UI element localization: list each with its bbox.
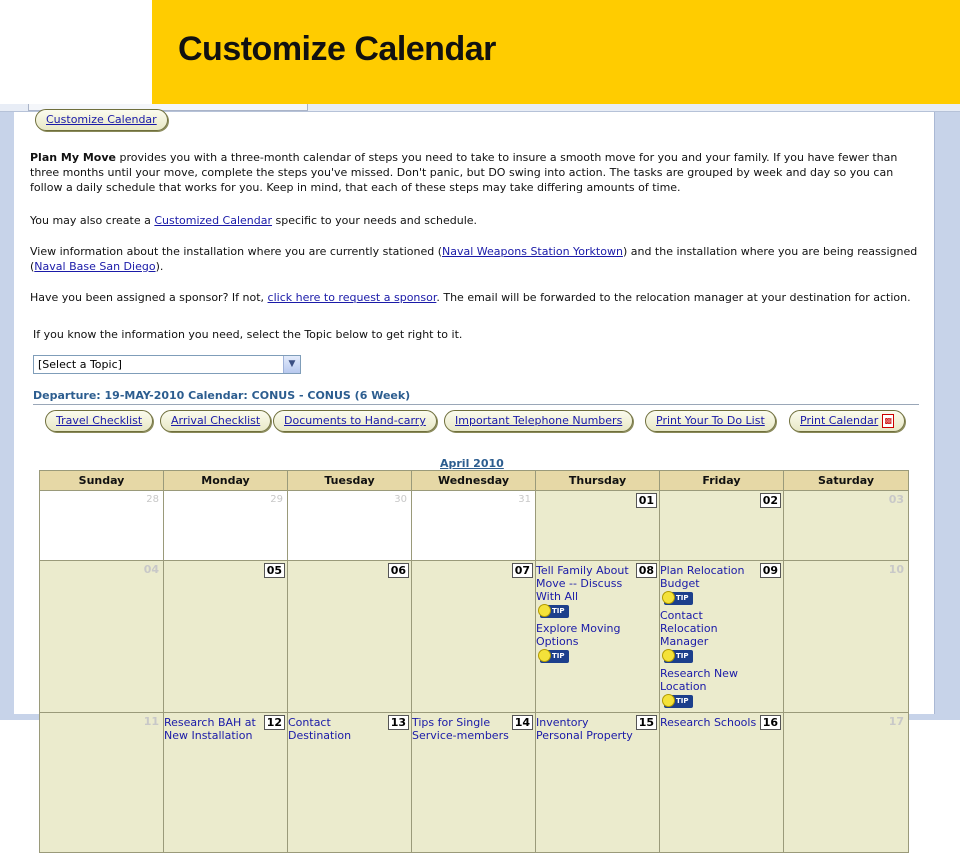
day-number: 03 [888,493,904,506]
day-task-list [288,713,388,742]
task-link[interactable]: Contact Relocation Manager [660,609,718,648]
page-content [18,112,932,742]
calendar-week-row [40,561,909,713]
tip-lightbulb-icon[interactable]: TIP [664,650,693,663]
calendar-day-cell [164,491,288,561]
topic-select[interactable] [33,355,301,374]
calendar-day-cell [784,713,909,853]
tip-lightbulb-icon[interactable]: TIP [540,605,569,618]
calendar-day-cell [784,491,909,561]
day-task-list [536,713,636,742]
calendar-day-cell [40,491,164,561]
request-sponsor-link[interactable]: click here to request a sponsor [267,291,437,304]
installation-text-before: View information about the installation where you are currently stationed ( [30,245,443,258]
day-number: 05 [264,563,285,578]
task-link[interactable]: Explore Moving Options [536,622,621,648]
calendar-day-cell [536,491,660,561]
weekday-header: Sunday [40,471,164,491]
print-calendar-button[interactable] [789,410,905,432]
calendar-day-cell [536,713,660,853]
calendar-week-row [40,491,909,561]
print-calendar-label: Print Calendar [800,414,879,427]
day-task-list [660,561,760,712]
day-number: 10 [888,563,904,576]
departure-divider [33,404,919,405]
day-number: 28 [146,494,159,505]
weekday-header: Thursday [536,471,660,491]
task-link[interactable]: Tips for Single Service-members [412,716,509,742]
day-number: 14 [512,715,533,730]
print-todo-list-button[interactable]: Print Your To Do List [645,410,776,432]
day-task-list [412,713,512,742]
day-number: 08 [636,563,657,578]
weekday-header-row [40,471,909,491]
task-link[interactable]: Research New Location [660,667,738,693]
task-link[interactable]: Plan Relocation Budget [660,564,745,590]
documents-hand-carry-button[interactable]: Documents to Hand-carry [273,410,437,432]
weekday-header: Monday [164,471,288,491]
tip-lightbulb-icon[interactable]: TIP [540,650,569,663]
day-task-list [164,713,264,742]
slide-title: Customize Calendar [178,30,496,68]
day-number: 09 [760,563,781,578]
task-link[interactable]: Inventory Personal Property [536,716,633,742]
day-number: 13 [388,715,409,730]
calendar-day-cell [164,713,288,853]
intro-paragraph [30,150,920,195]
day-task-list [660,713,760,729]
installation-text-middle: ) and the installation where you are being reassigned ( [30,245,918,273]
installation-paragraph [30,244,920,274]
tip-lightbulb-icon[interactable]: TIP [664,695,693,708]
customized-text-after: specific to your needs and schedule. [272,214,478,227]
destination-installation-link[interactable]: Naval Base San Diego [34,260,156,273]
calendar-day-cell [660,491,784,561]
travel-checklist-button[interactable]: Travel Checklist [45,410,153,432]
day-number: 16 [760,715,781,730]
calendar-day-cell [412,561,536,713]
customize-calendar-button[interactable]: Customize Calendar [35,109,168,131]
calendar-day-cell [412,713,536,853]
task-link[interactable]: Research BAH at New Installation [164,716,256,742]
calendar-day-cell [288,491,412,561]
sponsor-text-after: . The email will be forwarded to the relocation manager at your destination for action. [436,291,911,304]
weekday-header: Friday [660,471,784,491]
day-number: 04 [143,563,159,576]
installation-text-after: ). [155,260,164,273]
task-link[interactable]: Research Schools [660,716,757,729]
arrival-checklist-button[interactable]: Arrival Checklist [160,410,271,432]
calendar-month-title[interactable]: April 2010 [440,457,504,470]
day-number: 07 [512,563,533,578]
day-number: 11 [143,715,159,728]
calendar-day-cell [288,561,412,713]
slide-margin [0,0,152,104]
plan-my-move-label: Plan My Move [30,151,116,164]
day-number: 15 [636,715,657,730]
calendar-day-cell [40,561,164,713]
day-number: 02 [760,493,781,508]
day-number: 06 [388,563,409,578]
vertical-scrollbar[interactable] [934,112,960,720]
weekday-header: Wednesday [412,471,536,491]
task-link[interactable]: Tell Family About Move -- Discuss With All [536,564,629,603]
calendar-day-cell [660,561,784,713]
day-number: 31 [518,494,531,505]
calendar-day-cell [412,491,536,561]
telephone-numbers-button[interactable]: Important Telephone Numbers [444,410,633,432]
calendar-day-cell [536,561,660,713]
calendar-day-cell [40,713,164,853]
pdf-icon: ▩ [882,414,894,428]
calendar-day-cell [784,561,909,713]
departure-heading: Departure: 19-MAY-2010 Calendar: CONUS - CONUS (6 Week) [33,389,411,402]
weekday-header: Tuesday [288,471,412,491]
day-number: 12 [264,715,285,730]
day-number: 29 [270,494,283,505]
sponsor-paragraph [30,290,920,305]
page-left-border [0,112,14,720]
topic-select-value: [Select a Topic] [38,358,122,371]
day-number: 01 [636,493,657,508]
tip-lightbulb-icon[interactable]: TIP [664,592,693,605]
day-number: 30 [394,494,407,505]
day-number: 17 [888,715,904,728]
customized-calendar-paragraph [30,213,920,228]
calendar-day-cell [164,561,288,713]
customized-text-before: You may also create a [30,214,155,227]
current-installation-link[interactable]: Naval Weapons Station Yorktown [442,245,623,258]
day-task-list [536,561,636,667]
sponsor-text-before: Have you been assigned a sponsor? If not, [30,291,268,304]
intro-text: provides you with a three-month calendar of steps you need to take to insure a smooth move for you and your family. If you have fewer than three months until your move, complete the steps you've missed. Don't panic, but DO swing into action. The tasks are grouped by week and day so you can follow a daily schedule that works for you. Keep in mind, that each of these steps may take differing amounts of time. [30,151,898,194]
customized-calendar-link[interactable]: Customized Calendar [154,214,273,227]
chevron-down-icon[interactable]: ▼ [283,356,300,373]
calendar-day-cell [660,713,784,853]
calendar-grid [39,470,909,853]
topic-instructions: If you know the information you need, select the Topic below to get right to it. [33,328,463,341]
task-link[interactable]: Contact Destination [288,716,352,742]
weekday-header: Saturday [784,471,909,491]
calendar-week-row [40,713,909,853]
calendar-day-cell [288,713,412,853]
